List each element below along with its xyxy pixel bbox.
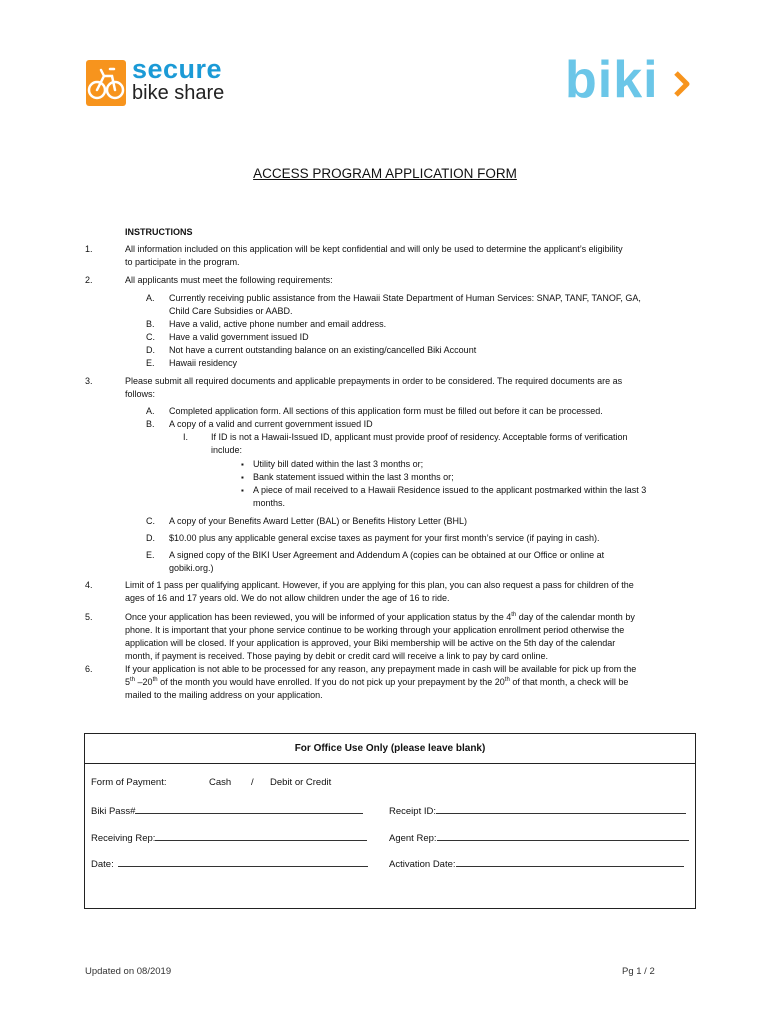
sub-label: C. [146,332,155,342]
sub-item: A copy of a valid and current government issued ID [169,419,373,429]
payment-card-option[interactable]: Debit or Credit [270,777,332,788]
bike-icon [86,60,126,106]
item-text-line: Limit of 1 pass per qualifying applicant. However, if you are applying for this plan, you can also request a pass for children of the [125,580,634,590]
bullet-item: Utility bill dated within the last 3 months or; [253,459,424,469]
item-text-line: application will be closed. If your application is approved, your Biki membership will be active on the 5th day of the calendar [125,638,616,648]
date-field[interactable] [91,856,368,870]
sub-label: D. [146,533,155,543]
page-number: Pg 1 / 2 [622,966,655,977]
biki-pass-label: Biki Pass# [91,806,136,817]
list-item [125,611,685,663]
list-item [125,243,685,269]
list-item [125,375,685,401]
chevron-right-icon [673,70,691,98]
updated-date: Updated on 08/2019 [85,966,172,977]
item-text-line: All information included on this application will be kept confidential and will only be used to determine the applicant’s eligibility [125,244,623,254]
bullet-icon: ▪ [241,473,244,482]
office-use-box [84,733,696,909]
sub-label: D. [146,345,155,355]
item-text-line: month, if payment is received. Those paying by debit or credit card will receive a link to pay by card online. [125,651,549,661]
sub-item: A copy of your Benefits Award Letter (BAL) or Benefits History Letter (BHL) [169,516,467,526]
divider [85,763,695,764]
activation-date-label: Activation Date: [389,859,456,870]
sub-item-text-line: Child Care Subsidies or AABD. [169,306,293,316]
biki-logo [565,48,695,112]
agent-rep-line[interactable] [437,830,689,841]
item-number: 4. [85,580,93,590]
bullet-text-line: A piece of mail received to a Hawaii Residence issued to the applicant postmarked within the last 3 [253,485,647,495]
payment-cash-option[interactable]: Cash [209,777,232,788]
item-text-line: to participate in the program. [125,257,240,267]
bullet-item: Bank statement issued within the last 3 months or; [253,472,454,482]
receiving-rep-field[interactable] [91,830,367,844]
bullet-item [253,484,689,510]
biki-pass-field[interactable] [91,803,363,817]
sub-item: Not have a current outstanding balance on an existing/cancelled Biki Account [169,345,477,355]
date-line[interactable] [118,856,368,867]
bullet-icon: ▪ [241,486,244,495]
sub-label: A. [146,406,155,416]
secure-logo-word: secure [132,54,223,84]
list-item: All applicants must meet the following requirements: [125,275,333,285]
receipt-id-label: Receipt ID: [389,806,436,817]
biki-logo-word: biki [565,51,659,109]
sub-item-text-line: include: [211,445,243,455]
sub-item: Hawaii residency [169,358,238,368]
item-number: 6. [85,664,93,674]
agent-rep-field[interactable] [389,830,689,844]
sub-item: $10.00 plus any applicable general excise taxes as payment for your first month’s service (if paying in cash). [169,533,600,543]
sub-item [169,549,689,575]
sub-item: Have a valid, active phone number and email address. [169,319,387,329]
bullet-icon: ▪ [241,460,244,469]
sub-item: Have a valid government issued ID [169,332,309,342]
list-item [125,579,685,605]
sub-item-text-line: A signed copy of the BIKI User Agreement and Addendum A (copies can be obtained at our Office or online at [169,550,605,560]
sub-label: B. [146,419,155,429]
sub-item [169,292,689,318]
agent-rep-label: Agent Rep: [389,833,437,844]
item-text-line: If your application is not able to be processed for any reason, any prepayment made in cash will be available for pick up from the [125,664,637,674]
item-text-line: mailed to the mailing address on your application. [125,690,323,700]
sub-label: A. [146,293,155,303]
date-label: Date: [91,859,114,870]
list-item [125,663,685,702]
payment-separator: / [251,777,254,788]
item-number: 5. [85,612,93,622]
sub-item-text-line: gobiki.org.) [169,563,214,573]
item-number: 2. [85,275,93,285]
activation-date-field[interactable] [389,856,684,870]
instructions-heading: INSTRUCTIONS [125,227,193,237]
receiving-rep-line[interactable] [155,830,367,841]
bullet-text-line: months. [253,498,286,508]
item-text-line: phone. It is important that your phone service continue to be working through your application enrollment period otherwise the [125,625,625,635]
sub-label: B. [146,319,155,329]
secure-logo-subword: bike share [132,82,225,104]
item-text-line: 5th –20th of the month you would have enrolled. If you do not pick up your prepayment by the 20th of that month, a check will be [125,677,629,687]
biki-pass-line[interactable] [135,803,363,814]
sub-label: C. [146,516,155,526]
roman-label: I. [183,432,189,442]
sub-item: Completed application form. All sections of this application form must be filled out before it can be processed. [169,406,603,416]
receipt-id-field[interactable] [389,803,686,817]
item-text-line: Once your application has been reviewed, you will be informed of your application status by the 4th day of the calendar month by [125,612,635,622]
item-text-line: Please submit all required documents and applicable prepayments in order to be considered. The required documents are as [125,376,623,386]
secure-bike-share-logo [86,56,246,108]
sub-item-text-line: Currently receiving public assistance from the Hawaii State Department of Human Services: SNAP, TANF, TANOF, GA, [169,293,641,303]
receipt-id-line[interactable] [436,803,686,814]
office-use-title: For Office Use Only (please leave blank) [294,743,486,754]
page-title: ACCESS PROGRAM APPLICATION FORM [253,166,517,181]
payment-label: Form of Payment: [91,777,167,788]
item-number: 3. [85,376,93,386]
sub-item-text-line: If ID is not a Hawaii-Issued ID, applicant must provide proof of residency. Acceptable forms of verification [211,432,628,442]
sub-item [211,431,689,457]
activation-date-line[interactable] [456,856,684,867]
item-text-line: follows: [125,389,156,399]
sub-label: E. [146,550,155,560]
sub-label: E. [146,358,155,368]
item-text-line: ages of 16 and 17 years old. We do not allow children under the age of 16 to ride. [125,593,450,603]
receiving-rep-label: Receiving Rep: [91,833,156,844]
item-number: 1. [85,244,93,254]
